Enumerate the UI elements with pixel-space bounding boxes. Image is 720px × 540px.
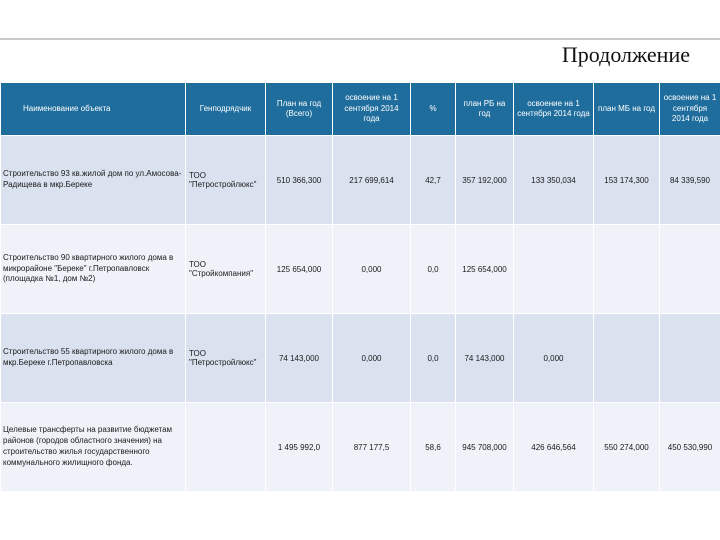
header-plan-rb: план РБ на год <box>456 83 514 136</box>
header-mastered-total: освоение на 1 сентября 2014 года <box>333 83 411 136</box>
cell-object-name: Строительство 55 квартирного жилого дома в мкр.Береке г.Петропавловска <box>1 314 186 403</box>
table-header-row <box>1 83 720 136</box>
slide-title: Продолжение <box>561 42 690 67</box>
cell-mastered-total: 0,000 <box>333 314 411 403</box>
cell-plan-mb <box>594 225 660 314</box>
cell-object-name: Целевые трансферты на развитие бюджетам районов (городов областного значения) на строительство жилья государственного коммунального жилищного фонда. <box>1 403 186 492</box>
header-mastered-rb: освоение на 1 сентября 2014 года <box>514 83 594 136</box>
header-object-name: Наименование объекта <box>1 83 186 136</box>
cell-plan-rb: 357 192,000 <box>456 136 514 225</box>
header-mastered-mb: освоение на 1 сентября 2014 года <box>660 83 720 136</box>
header-plan-mb: план МБ на год <box>594 83 660 136</box>
cell-percent: 42,7 <box>411 136 456 225</box>
cell-contractor: ТОО "Стройкомпания" <box>186 225 266 314</box>
cell-mastered-mb <box>660 225 720 314</box>
cell-plan-mb: 153 174,300 <box>594 136 660 225</box>
cell-mastered-rb: 426 646,564 <box>514 403 594 492</box>
cell-mastered-mb: 450 530,990 <box>660 403 720 492</box>
cell-contractor <box>186 403 266 492</box>
cell-plan-rb: 74 143,000 <box>456 314 514 403</box>
top-divider-line <box>0 38 720 40</box>
construction-table <box>0 82 720 492</box>
cell-percent: 0,0 <box>411 225 456 314</box>
cell-plan-total: 510 366,300 <box>266 136 333 225</box>
cell-mastered-rb: 133 350,034 <box>514 136 594 225</box>
cell-mastered-mb <box>660 314 720 403</box>
table-row <box>1 225 720 314</box>
cell-percent: 0,0 <box>411 314 456 403</box>
cell-mastered-total: 877 177,5 <box>333 403 411 492</box>
cell-mastered-rb: 0,000 <box>514 314 594 403</box>
cell-plan-rb: 945 708,000 <box>456 403 514 492</box>
cell-contractor: ТОО "Петростройлюкс" <box>186 314 266 403</box>
table-row <box>1 136 720 225</box>
cell-mastered-total: 217 699,614 <box>333 136 411 225</box>
header-percent: % <box>411 83 456 136</box>
table-row <box>1 314 720 403</box>
cell-mastered-total: 0,000 <box>333 225 411 314</box>
cell-plan-total: 125 654,000 <box>266 225 333 314</box>
table-row <box>1 403 720 492</box>
header-contractor: Генподрядчик <box>186 83 266 136</box>
cell-mastered-mb: 84 339,590 <box>660 136 720 225</box>
cell-object-name: Строительство 90 квартирного жилого дома в микрорайоне "Береке" г.Петропавловск (площадка №1, дом №2) <box>1 225 186 314</box>
header-plan-total: План на год (Всего) <box>266 83 333 136</box>
cell-contractor: ТОО "Петростройлюкс" <box>186 136 266 225</box>
cell-plan-mb: 550 274,000 <box>594 403 660 492</box>
cell-plan-total: 74 143,000 <box>266 314 333 403</box>
cell-mastered-rb <box>514 225 594 314</box>
cell-object-name: Строительство 93 кв.жилой дом по ул.Амосова-Радищева в мкр.Береке <box>1 136 186 225</box>
cell-plan-rb: 125 654,000 <box>456 225 514 314</box>
cell-plan-mb <box>594 314 660 403</box>
cell-plan-total: 1 495 992,0 <box>266 403 333 492</box>
cell-percent: 58,6 <box>411 403 456 492</box>
